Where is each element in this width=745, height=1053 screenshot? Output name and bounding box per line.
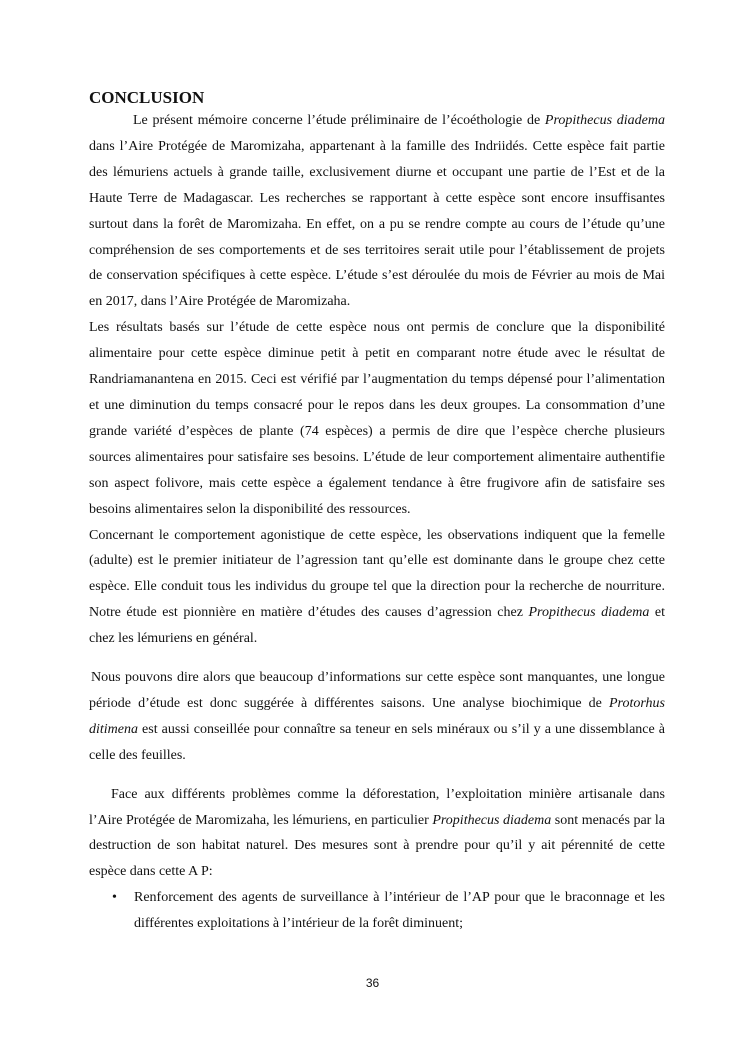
document-page (89, 88, 665, 937)
paragraph-threats (89, 782, 665, 886)
paragraph-threats-text-2: sont menacés par la destruction de son habitat naturel. Des mesures sont à prendre pour qu’il y ait pérennité de cette espèce dans cette A P: (89, 812, 665, 880)
paragraph-intro-text-1: Le présent mémoire concerne l’étude préliminaire de l’écoéthologie de (133, 113, 545, 128)
measures-list (89, 885, 665, 937)
paragraph-intro-text-2: dans l’Aire Protégée de Maromizaha, appartenant à la famille des Indriidés. Cette espèce fait partie des lémuriens actuels à grande taille, exclusivement diurne et occupant une partie de l’Est et de la Haute Terre de Madagascar. Les recherches se rapportant à cette espèce sont encore insuffisantes surtout dans la forêt de Maromizaha. En effet, on a pu se rendre compte au cours de l’étude qu’une compréhension de ses comportements et de ses territoires serait utile pour l’établissement de projets de conservation spécifiques à cette espèce. L’étude s’est déroulée du mois de Février au mois de Mai en 2017, dans l’Aire Protégée de Maromizaha. (89, 138, 665, 310)
list-item-text: Renforcement des agents de surveillance à l’intérieur de l’AP pour que le braconnage et les différentes exploitations à l’intérieur de la forêt diminuent; (134, 890, 665, 932)
species-name-italic: Propithecus diadema (432, 812, 552, 828)
list-item (89, 885, 665, 937)
species-name-italic: Propithecus diadema (544, 113, 665, 128)
paragraph-intro (89, 108, 665, 315)
paragraph-agonistic (89, 523, 665, 653)
paragraph-agonistic-text-2: et chez les lémuriens en général. (89, 605, 665, 647)
paragraph-recommendations-text-2: est aussi conseillée pour connaître sa teneur en sels minéraux ou s’il y a une dissemblance à celle des feuilles. (89, 721, 665, 763)
paragraph-recommendations (89, 665, 665, 769)
paragraph-recommendations-text-1: Nous pouvons dire alors que beaucoup d’informations sur cette espèce sont manquantes, une longue période d’étude est donc suggérée à différentes saisons. Une analyse biochimique de (89, 670, 665, 711)
species-name-italic: Propithecus diadema (528, 605, 650, 621)
plant-species-italic: Protorhus ditimena (89, 695, 665, 737)
page-number: 36 (365, 976, 380, 990)
paragraph-threats-text-1: Face aux différents problèmes comme la déforestation, l’exploitation minière artisanale dans l’Aire Protégée de Maromizaha, les lémuriens, en particulier (89, 786, 665, 828)
section-heading: CONCLUSION (89, 88, 205, 107)
paragraph-results: Les résultats basés sur l’étude de cette espèce nous ont permis de conclure que la disponibilité alimentaire pour cette espèce diminue petit à petit en comparant notre étude avec le résultat de Randriamanantena en 2015. Ceci est vérifié par l’augmentation du temps dépensé pour l’alimentation et une diminution du temps consacré pour le repos dans les deux groupes. La consommation d’une grande variété d’espèces de plante (74 espèces) a permis de dire que l’espèce cherche plusieurs sources alimentaires pour satisfaire ses besoins. L’étude de leur comportement alimentaire authentifie son aspect folivore, mais cette espèce a également tendance à être frugivore afin de satisfaire ses besoins alimentaires selon la disponibilité des ressources. (89, 320, 665, 517)
bullet-icon: • (112, 890, 117, 906)
paragraph-agonistic-text-1: Concernant le comportement agonistique de cette espèce, les observations indiquent que la femelle (adulte) est le premier initiateur de l’agression tant qu’elle est dominante dans le groupe chez cette espèce. Elle conduit tous les individus du groupe tel que la direction pour la recherche de nourriture. Notre étude est pionnière en matière d’études des causes d’agression chez (89, 527, 665, 621)
